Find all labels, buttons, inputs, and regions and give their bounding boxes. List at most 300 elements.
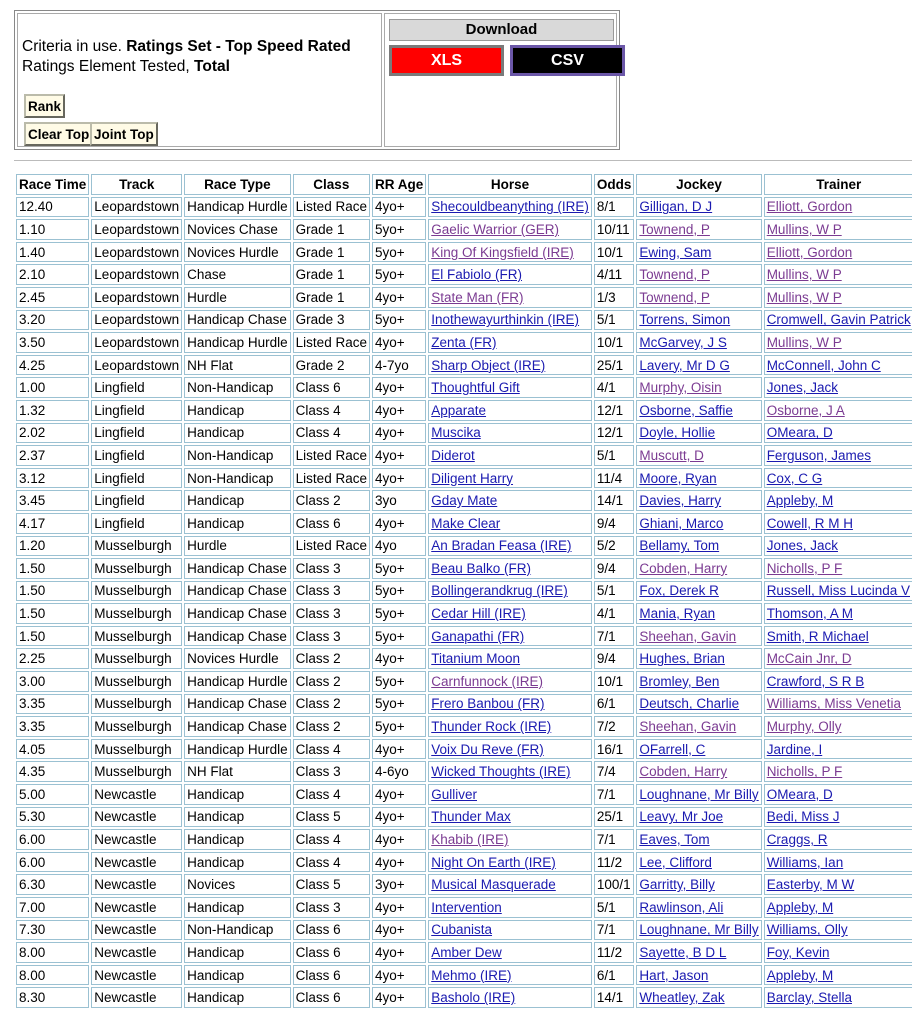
horse-link[interactable]: Carnfunnock (IRE) bbox=[431, 673, 544, 689]
track-cell: Newcastle bbox=[91, 807, 182, 828]
jockey-link[interactable]: Murphy, Oisin bbox=[639, 380, 722, 396]
odds-cell: 7/1 bbox=[594, 829, 635, 850]
trainer-link[interactable]: Foy, Kevin bbox=[766, 944, 830, 960]
horse-cell bbox=[428, 355, 592, 376]
trainer-cell bbox=[764, 942, 912, 963]
header-class[interactable]: Class bbox=[293, 174, 370, 195]
jockey-link[interactable]: Townend, P bbox=[639, 267, 710, 283]
jockey-cell bbox=[636, 920, 761, 941]
class-cell: Class 6 bbox=[293, 377, 370, 398]
jockey-link[interactable]: Sayette, B D L bbox=[639, 944, 727, 960]
jockey-cell bbox=[636, 671, 761, 692]
trainer-cell bbox=[764, 965, 912, 986]
jockey-link[interactable]: Sheehan, Gavin bbox=[639, 628, 737, 644]
jockey-cell bbox=[636, 513, 761, 534]
trainer-link[interactable]: Thomson, A M bbox=[766, 606, 853, 622]
horse-cell bbox=[428, 987, 592, 1008]
rr-age-cell: 4yo+ bbox=[372, 445, 426, 466]
odds-cell: 6/1 bbox=[594, 965, 635, 986]
horse-link[interactable]: Muscika bbox=[431, 425, 481, 441]
table-row bbox=[16, 987, 912, 1008]
trainer-link[interactable]: Osborne, J A bbox=[766, 402, 845, 418]
rr-age-cell: 5yo+ bbox=[372, 671, 426, 692]
track-cell: Newcastle bbox=[91, 874, 182, 895]
race-type-cell: Handicap bbox=[184, 807, 291, 828]
horse-link[interactable]: An Bradan Feasa (IRE) bbox=[431, 538, 572, 554]
horse-cell bbox=[428, 671, 592, 692]
race-time-cell: 2.45 bbox=[16, 287, 89, 308]
horse-link[interactable]: Thunder Rock (IRE) bbox=[431, 719, 552, 735]
header-odds[interactable]: Odds bbox=[594, 174, 635, 195]
trainer-cell bbox=[764, 671, 912, 692]
trainer-link[interactable]: Jones, Jack bbox=[766, 380, 838, 396]
horse-link[interactable]: Zenta (FR) bbox=[431, 334, 497, 350]
criteria-panel bbox=[14, 10, 620, 150]
race-type-cell: Handicap Chase bbox=[184, 716, 291, 737]
horse-link[interactable]: Frero Banbou (FR) bbox=[431, 696, 545, 712]
track-cell: Newcastle bbox=[91, 987, 182, 1008]
jockey-link[interactable]: Fox, Derek R bbox=[639, 583, 719, 599]
race-time-cell: 7.30 bbox=[16, 920, 89, 941]
jockey-link[interactable]: Townend, P bbox=[639, 221, 710, 237]
jockey-link[interactable]: Rawlinson, Ali bbox=[639, 899, 724, 915]
race-time-cell: 3.35 bbox=[16, 716, 89, 737]
race-time-cell: 2.10 bbox=[16, 264, 89, 285]
horse-link[interactable]: Gulliver bbox=[431, 786, 477, 802]
class-cell: Class 6 bbox=[293, 987, 370, 1008]
table-row bbox=[16, 536, 912, 557]
rr-age-cell: 3yo+ bbox=[372, 874, 426, 895]
jockey-link[interactable]: OFarrell, C bbox=[639, 741, 706, 757]
trainer-link[interactable]: McCain Jnr, D bbox=[766, 651, 852, 667]
jockey-link[interactable]: Gilligan, D J bbox=[639, 199, 713, 215]
race-time-cell: 3.00 bbox=[16, 671, 89, 692]
jockey-cell bbox=[636, 197, 761, 218]
trainer-link[interactable]: Jardine, I bbox=[766, 741, 823, 757]
class-cell: Class 2 bbox=[293, 671, 370, 692]
header-race-time[interactable]: Race Time bbox=[16, 174, 89, 195]
trainer-link[interactable]: Murphy, Olly bbox=[766, 719, 842, 735]
horse-link[interactable]: Shecouldbeanything (IRE) bbox=[431, 199, 589, 215]
horse-cell bbox=[428, 694, 592, 715]
trainer-link[interactable]: Crawford, S R B bbox=[766, 673, 865, 689]
odds-cell: 4/1 bbox=[594, 377, 635, 398]
jockey-link[interactable]: Hart, Jason bbox=[639, 967, 709, 983]
race-time-cell: 2.37 bbox=[16, 445, 89, 466]
trainer-link[interactable]: Smith, R Michael bbox=[766, 628, 869, 644]
trainer-cell bbox=[764, 716, 912, 737]
horse-link[interactable]: King Of Kingsfield (IRE) bbox=[431, 244, 574, 260]
jockey-link[interactable]: Lavery, Mr D G bbox=[639, 357, 730, 373]
trainer-link[interactable]: Mullins, W P bbox=[766, 334, 842, 350]
race-time-cell: 1.40 bbox=[16, 242, 89, 263]
horse-link[interactable]: Gday Mate bbox=[431, 493, 498, 509]
race-type-cell: Non-Handicap bbox=[184, 920, 291, 941]
race-time-cell: 5.00 bbox=[16, 784, 89, 805]
table-row bbox=[16, 648, 912, 669]
horse-link[interactable]: Basholo (IRE) bbox=[431, 990, 516, 1006]
rr-age-cell: 5yo+ bbox=[372, 603, 426, 624]
race-time-cell: 6.00 bbox=[16, 829, 89, 850]
jockey-link[interactable]: Ewing, Sam bbox=[639, 244, 712, 260]
jockey-link[interactable]: Eaves, Tom bbox=[639, 832, 710, 848]
rr-age-cell: 5yo+ bbox=[372, 310, 426, 331]
header-trainer[interactable]: Trainer bbox=[764, 174, 912, 195]
class-cell: Listed Race bbox=[293, 468, 370, 489]
class-cell: Class 4 bbox=[293, 784, 370, 805]
horse-link[interactable]: Mehmo (IRE) bbox=[431, 967, 512, 983]
horse-cell bbox=[428, 264, 592, 285]
jockey-link[interactable]: Lee, Clifford bbox=[639, 854, 712, 870]
jockey-cell bbox=[636, 400, 761, 421]
jockey-link[interactable]: Wheatley, Zak bbox=[639, 990, 725, 1006]
trainer-link[interactable]: Williams, Olly bbox=[766, 922, 848, 938]
race-time-cell: 2.02 bbox=[16, 423, 89, 444]
odds-cell: 10/1 bbox=[594, 332, 635, 353]
track-cell: Musselburgh bbox=[91, 648, 182, 669]
horse-cell bbox=[428, 626, 592, 647]
horse-link[interactable]: Intervention bbox=[431, 899, 502, 915]
jockey-link[interactable]: Leavy, Mr Joe bbox=[639, 809, 724, 825]
odds-cell: 9/4 bbox=[594, 558, 635, 579]
jockey-link[interactable]: Torrens, Simon bbox=[639, 312, 731, 328]
track-cell: Lingfield bbox=[91, 377, 182, 398]
race-type-cell: Handicap bbox=[184, 987, 291, 1008]
horse-link[interactable]: Diderot bbox=[431, 447, 475, 463]
jockey-cell bbox=[636, 287, 761, 308]
race-time-cell: 3.20 bbox=[16, 310, 89, 331]
horse-cell bbox=[428, 807, 592, 828]
trainer-link[interactable]: Cowell, R M H bbox=[766, 515, 853, 531]
rr-age-cell: 5yo+ bbox=[372, 264, 426, 285]
race-type-cell: Novices Hurdle bbox=[184, 242, 291, 263]
odds-cell: 5/1 bbox=[594, 445, 635, 466]
trainer-link[interactable]: Russell, Miss Lucinda V bbox=[766, 583, 910, 599]
trainer-link[interactable]: Appleby, M bbox=[766, 967, 834, 983]
horse-cell bbox=[428, 829, 592, 850]
table-row bbox=[16, 242, 912, 263]
track-cell: Musselburgh bbox=[91, 603, 182, 624]
jockey-cell bbox=[636, 829, 761, 850]
trainer-link[interactable]: Barclay, Stella bbox=[766, 990, 852, 1006]
rr-age-cell: 4yo+ bbox=[372, 468, 426, 489]
trainer-link[interactable]: Jones, Jack bbox=[766, 538, 838, 554]
horse-cell bbox=[428, 377, 592, 398]
horse-cell bbox=[428, 852, 592, 873]
race-type-cell: Handicap Hurdle bbox=[184, 197, 291, 218]
table-row bbox=[16, 761, 912, 782]
trainer-link[interactable]: OMeara, D bbox=[766, 425, 833, 441]
table-row bbox=[16, 581, 912, 602]
trainer-link[interactable]: Craggs, R bbox=[766, 832, 828, 848]
horse-link[interactable]: Inothewayurthinkin (IRE) bbox=[431, 312, 580, 328]
horse-cell bbox=[428, 332, 592, 353]
trainer-link[interactable]: Mullins, W P bbox=[766, 221, 842, 237]
trainer-cell bbox=[764, 219, 912, 240]
jockey-cell bbox=[636, 242, 761, 263]
jockey-cell bbox=[636, 310, 761, 331]
jockey-link[interactable]: Loughnane, Mr Billy bbox=[639, 786, 759, 802]
race-type-cell: Handicap Hurdle bbox=[184, 671, 291, 692]
horse-link[interactable]: El Fabiolo (FR) bbox=[431, 267, 523, 283]
class-cell: Class 6 bbox=[293, 942, 370, 963]
odds-cell: 7/2 bbox=[594, 716, 635, 737]
header-race-type[interactable]: Race Type bbox=[184, 174, 291, 195]
jockey-link[interactable]: Doyle, Hollie bbox=[639, 425, 716, 441]
jockey-link[interactable]: Ghiani, Marco bbox=[639, 515, 724, 531]
jockey-cell bbox=[636, 468, 761, 489]
horse-cell bbox=[428, 287, 592, 308]
table-row bbox=[16, 197, 912, 218]
horse-link[interactable]: Musical Masquerade bbox=[431, 877, 556, 893]
jockey-link[interactable]: Bromley, Ben bbox=[639, 673, 720, 689]
jockey-cell bbox=[636, 897, 761, 918]
race-time-cell: 12.40 bbox=[16, 197, 89, 218]
table-row bbox=[16, 965, 912, 986]
track-cell: Newcastle bbox=[91, 897, 182, 918]
rr-age-cell: 4yo+ bbox=[372, 852, 426, 873]
race-time-cell: 1.32 bbox=[16, 400, 89, 421]
track-cell: Newcastle bbox=[91, 829, 182, 850]
race-time-cell: 8.30 bbox=[16, 987, 89, 1008]
horse-link[interactable]: Thunder Max bbox=[431, 809, 511, 825]
race-type-cell: Handicap Chase bbox=[184, 626, 291, 647]
rr-age-cell: 5yo+ bbox=[372, 219, 426, 240]
table-row bbox=[16, 490, 912, 511]
download-csv-button[interactable]: CSV bbox=[510, 45, 625, 76]
odds-cell: 14/1 bbox=[594, 490, 635, 511]
class-cell: Class 4 bbox=[293, 400, 370, 421]
jockey-link[interactable]: Deutsch, Charlie bbox=[639, 696, 740, 712]
criteria-line-ratings-set: Criteria in use. Ratings Set - Top Speed Rated bbox=[22, 38, 351, 55]
table-row bbox=[16, 807, 912, 828]
download-xls-button[interactable]: XLS bbox=[389, 45, 504, 76]
trainer-link[interactable]: Elliott, Gordon bbox=[766, 244, 853, 260]
race-type-cell: Non-Handicap bbox=[184, 445, 291, 466]
horse-link[interactable]: Khabib (IRE) bbox=[431, 832, 509, 848]
jockey-link[interactable]: McGarvey, J S bbox=[639, 334, 727, 350]
jockey-cell bbox=[636, 490, 761, 511]
race-type-cell: Non-Handicap bbox=[184, 377, 291, 398]
class-cell: Class 4 bbox=[293, 739, 370, 760]
rank-button[interactable]: Rank bbox=[24, 94, 65, 118]
race-type-cell: Handicap bbox=[184, 490, 291, 511]
class-cell: Grade 1 bbox=[293, 287, 370, 308]
trainer-link[interactable]: Mullins, W P bbox=[766, 289, 842, 305]
rr-age-cell: 5yo+ bbox=[372, 626, 426, 647]
horse-cell bbox=[428, 242, 592, 263]
track-cell: Musselburgh bbox=[91, 761, 182, 782]
class-cell: Grade 1 bbox=[293, 242, 370, 263]
trainer-link[interactable]: Appleby, M bbox=[766, 899, 834, 915]
horse-link[interactable]: Ganapathi (FR) bbox=[431, 628, 525, 644]
rr-age-cell: 4yo+ bbox=[372, 400, 426, 421]
jockey-cell bbox=[636, 536, 761, 557]
rr-age-cell: 4yo+ bbox=[372, 807, 426, 828]
trainer-link[interactable]: Elliott, Gordon bbox=[766, 199, 853, 215]
jockey-cell bbox=[636, 377, 761, 398]
class-cell: Class 2 bbox=[293, 716, 370, 737]
race-type-cell: Novices Hurdle bbox=[184, 648, 291, 669]
rr-age-cell: 4yo+ bbox=[372, 513, 426, 534]
jockey-link[interactable]: Sheehan, Gavin bbox=[639, 719, 737, 735]
header-track[interactable]: Track bbox=[91, 174, 182, 195]
jockey-cell bbox=[636, 761, 761, 782]
trainer-link[interactable]: OMeara, D bbox=[766, 786, 833, 802]
horse-link[interactable]: Make Clear bbox=[431, 515, 501, 531]
jockey-cell bbox=[636, 603, 761, 624]
horse-cell bbox=[428, 761, 592, 782]
horse-cell bbox=[428, 942, 592, 963]
class-cell: Class 4 bbox=[293, 829, 370, 850]
rr-age-cell: 5yo+ bbox=[372, 716, 426, 737]
horse-link[interactable]: Cedar Hill (IRE) bbox=[431, 606, 526, 622]
trainer-link[interactable]: Nicholls, P F bbox=[766, 764, 843, 780]
horse-link[interactable]: State Man (FR) bbox=[431, 289, 524, 305]
class-cell: Class 3 bbox=[293, 603, 370, 624]
race-time-cell: 3.45 bbox=[16, 490, 89, 511]
odds-cell: 5/1 bbox=[594, 310, 635, 331]
trainer-cell bbox=[764, 242, 912, 263]
horse-cell bbox=[428, 513, 592, 534]
jockey-link[interactable]: Mania, Ryan bbox=[639, 606, 716, 622]
track-cell: Musselburgh bbox=[91, 694, 182, 715]
trainer-cell bbox=[764, 694, 912, 715]
horse-link[interactable]: Wicked Thoughts (IRE) bbox=[431, 764, 571, 780]
race-time-cell: 7.00 bbox=[16, 897, 89, 918]
joint-top-button[interactable]: Joint Top bbox=[90, 122, 158, 146]
rr-age-cell: 4yo+ bbox=[372, 739, 426, 760]
jockey-link[interactable]: Loughnane, Mr Billy bbox=[639, 922, 759, 938]
race-type-cell: Handicap bbox=[184, 852, 291, 873]
horse-cell bbox=[428, 739, 592, 760]
trainer-link[interactable]: Easterby, M W bbox=[766, 877, 855, 893]
race-type-cell: Handicap bbox=[184, 965, 291, 986]
rr-age-cell: 4yo+ bbox=[372, 423, 426, 444]
race-type-cell: Handicap Chase bbox=[184, 694, 291, 715]
trainer-link[interactable]: Ferguson, James bbox=[766, 447, 871, 463]
rr-age-cell: 4-6yo bbox=[372, 761, 426, 782]
rr-age-cell: 4yo+ bbox=[372, 648, 426, 669]
odds-cell: 100/1 bbox=[594, 874, 635, 895]
horse-link[interactable]: Amber Dew bbox=[431, 944, 502, 960]
horse-link[interactable]: Titanium Moon bbox=[431, 651, 521, 667]
class-cell: Class 3 bbox=[293, 626, 370, 647]
trainer-cell bbox=[764, 423, 912, 444]
horse-cell bbox=[428, 716, 592, 737]
race-type-cell: Chase bbox=[184, 264, 291, 285]
odds-cell: 7/1 bbox=[594, 920, 635, 941]
horse-cell bbox=[428, 197, 592, 218]
divider bbox=[14, 160, 912, 161]
horse-link[interactable]: Sharp Object (IRE) bbox=[431, 357, 546, 373]
clear-top-button[interactable]: Clear Top bbox=[24, 122, 93, 146]
race-time-cell: 2.25 bbox=[16, 648, 89, 669]
ratings-element-value: Total bbox=[194, 58, 230, 75]
odds-cell: 9/4 bbox=[594, 648, 635, 669]
rr-age-cell: 4yo+ bbox=[372, 897, 426, 918]
horse-link[interactable]: Beau Balko (FR) bbox=[431, 560, 532, 576]
jockey-link[interactable]: Bellamy, Tom bbox=[639, 538, 720, 554]
header-horse[interactable]: Horse bbox=[428, 174, 592, 195]
jockey-cell bbox=[636, 581, 761, 602]
horse-link[interactable]: Diligent Harry bbox=[431, 470, 514, 486]
jockey-link[interactable]: Muscutt, D bbox=[639, 447, 704, 463]
track-cell: Newcastle bbox=[91, 965, 182, 986]
header-jockey[interactable]: Jockey bbox=[636, 174, 761, 195]
rr-age-cell: 5yo+ bbox=[372, 694, 426, 715]
odds-cell: 7/1 bbox=[594, 626, 635, 647]
trainer-link[interactable]: Bedi, Miss J bbox=[766, 809, 840, 825]
race-type-cell: Hurdle bbox=[184, 287, 291, 308]
horse-link[interactable]: Voix Du Reve (FR) bbox=[431, 741, 544, 757]
trainer-link[interactable]: Williams, Miss Venetia bbox=[766, 696, 901, 712]
odds-cell: 9/4 bbox=[594, 513, 635, 534]
table-row bbox=[16, 897, 912, 918]
horse-cell bbox=[428, 490, 592, 511]
trainer-link[interactable]: Cox, C G bbox=[766, 470, 823, 486]
race-type-cell: Handicap Chase bbox=[184, 310, 291, 331]
jockey-link[interactable]: Garritty, Billy bbox=[639, 877, 715, 893]
horse-link[interactable]: Night On Earth (IRE) bbox=[431, 854, 556, 870]
horse-link[interactable]: Thoughtful Gift bbox=[431, 380, 520, 396]
class-cell: Listed Race bbox=[293, 332, 370, 353]
class-cell: Class 2 bbox=[293, 648, 370, 669]
trainer-link[interactable]: Appleby, M bbox=[766, 493, 834, 509]
trainer-cell bbox=[764, 581, 912, 602]
odds-cell: 25/1 bbox=[594, 355, 635, 376]
track-cell: Lingfield bbox=[91, 445, 182, 466]
trainer-link[interactable]: Nicholls, P F bbox=[766, 560, 843, 576]
trainer-link[interactable]: Cromwell, Gavin Patrick bbox=[766, 312, 911, 328]
table-row bbox=[16, 310, 912, 331]
jockey-link[interactable]: Moore, Ryan bbox=[639, 470, 717, 486]
rr-age-cell: 5yo+ bbox=[372, 242, 426, 263]
horse-link[interactable]: Bollingerandkrug (IRE) bbox=[431, 583, 568, 599]
horse-link[interactable]: Apparate bbox=[431, 402, 487, 418]
jockey-cell bbox=[636, 558, 761, 579]
race-type-cell: Handicap bbox=[184, 400, 291, 421]
jockey-link[interactable]: Osborne, Saffie bbox=[639, 402, 733, 418]
jockey-cell bbox=[636, 694, 761, 715]
horse-link[interactable]: Cubanista bbox=[431, 922, 493, 938]
jockey-link[interactable]: Davies, Harry bbox=[639, 493, 722, 509]
class-cell: Listed Race bbox=[293, 197, 370, 218]
trainer-cell bbox=[764, 513, 912, 534]
trainer-link[interactable]: McConnell, John C bbox=[766, 357, 881, 373]
jockey-link[interactable]: Hughes, Brian bbox=[639, 651, 725, 667]
jockey-link[interactable]: Townend, P bbox=[639, 289, 710, 305]
rr-age-cell: 4yo bbox=[372, 536, 426, 557]
rr-age-cell: 4-7yo bbox=[372, 355, 426, 376]
trainer-link[interactable]: Mullins, W P bbox=[766, 267, 842, 283]
jockey-link[interactable]: Cobden, Harry bbox=[639, 764, 728, 780]
race-type-cell: Hurdle bbox=[184, 536, 291, 557]
table-header-row bbox=[16, 174, 912, 195]
race-type-cell: Handicap bbox=[184, 423, 291, 444]
rr-age-cell: 3yo bbox=[372, 490, 426, 511]
class-cell: Class 4 bbox=[293, 423, 370, 444]
trainer-link[interactable]: Williams, Ian bbox=[766, 854, 844, 870]
horse-link[interactable]: Gaelic Warrior (GER) bbox=[431, 221, 559, 237]
table-row bbox=[16, 219, 912, 240]
header-rr-age[interactable]: RR Age bbox=[372, 174, 426, 195]
horse-cell bbox=[428, 468, 592, 489]
track-cell: Musselburgh bbox=[91, 536, 182, 557]
trainer-cell bbox=[764, 897, 912, 918]
race-time-cell: 8.00 bbox=[16, 965, 89, 986]
jockey-link[interactable]: Cobden, Harry bbox=[639, 560, 728, 576]
